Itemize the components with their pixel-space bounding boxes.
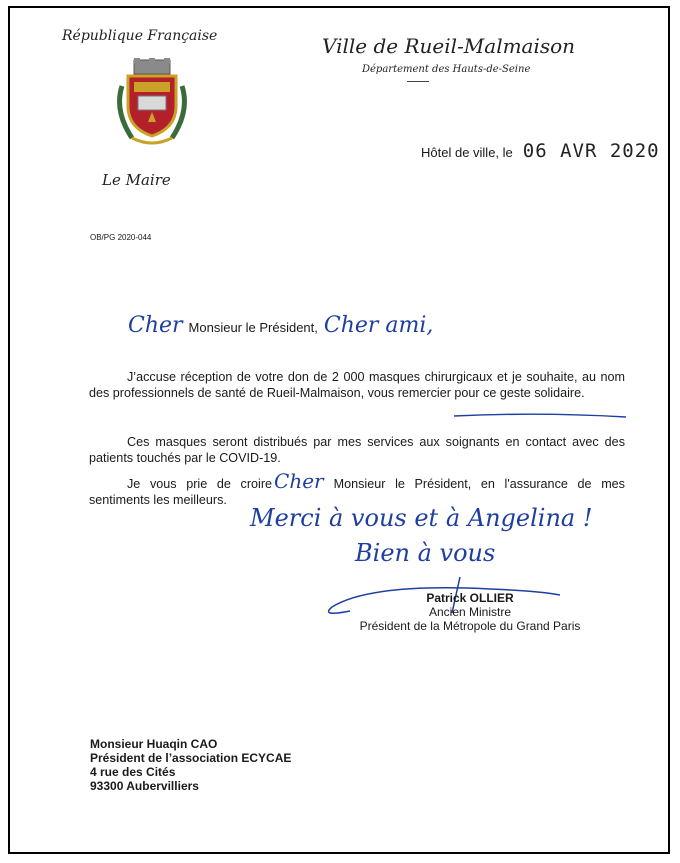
reference-number: OB/PG 2020-044 (90, 233, 152, 242)
salutation-text: Monsieur le Président, (188, 320, 318, 335)
city-coat-of-arms-icon (108, 56, 196, 148)
city-heading: Ville de Rueil-Malmaison (322, 34, 576, 58)
recipient-line-1: Monsieur Huaqin CAO (90, 737, 218, 751)
salutation (128, 313, 433, 338)
body-paragraph-2 (89, 434, 625, 466)
recipient-line-4: 93300 Aubervilliers (90, 779, 199, 793)
handwritten-regards: Bien à vous (355, 539, 496, 567)
handwritten-closing-word: Cher (274, 469, 324, 493)
republic-heading: République Française (62, 28, 218, 44)
date-line (421, 140, 660, 162)
handwritten-underline-stroke (450, 404, 630, 424)
signatory-block (340, 591, 600, 633)
date-stamp: 06 AVR 2020 (522, 140, 660, 162)
letter-page (8, 6, 670, 854)
body-paragraph-1 (89, 369, 625, 401)
recipient-line-2: Président de l’association ECYCAE (90, 751, 292, 765)
closing-end: Monsieur le Président, en l'assurance de mes sentiments les meilleurs. (89, 477, 625, 507)
signatory-role-1: Ancien Ministre (428, 605, 512, 619)
handwritten-salutation-after: Cher ami, (323, 313, 434, 338)
body-paragraph-3 (89, 469, 625, 508)
recipient-line-3: 4 rue des Cités (90, 765, 176, 779)
heading-divider (407, 81, 429, 82)
department-heading: Département des Hauts-de-Seine (362, 64, 531, 75)
mayor-title: Le Maire (102, 171, 171, 189)
closing-start: Je vous prie de croire (127, 477, 273, 491)
signatory-name: Patrick OLLIER (426, 591, 514, 605)
signatory-role-2: Président de la Métropole du Grand Paris (359, 619, 581, 633)
recipient-address (90, 737, 291, 793)
date-prefix: Hôtel de ville, le (421, 145, 513, 160)
body-paragraph-2-text: Ces masques seront distribués par mes services aux soignants en contact avec des patients touchés par le COVID-19. (89, 435, 625, 465)
body-paragraph-1-text: J’accuse réception de votre don de 2 000 masques chirurgicaux et je souhaite, au nom des professionnels de santé de Rueil-Malmaison, vous remercier pour ce geste solidaire. (89, 370, 625, 400)
handwritten-thanks: Merci à vous et à Angelina ! (250, 504, 593, 532)
handwritten-salutation-before: Cher (128, 313, 183, 338)
